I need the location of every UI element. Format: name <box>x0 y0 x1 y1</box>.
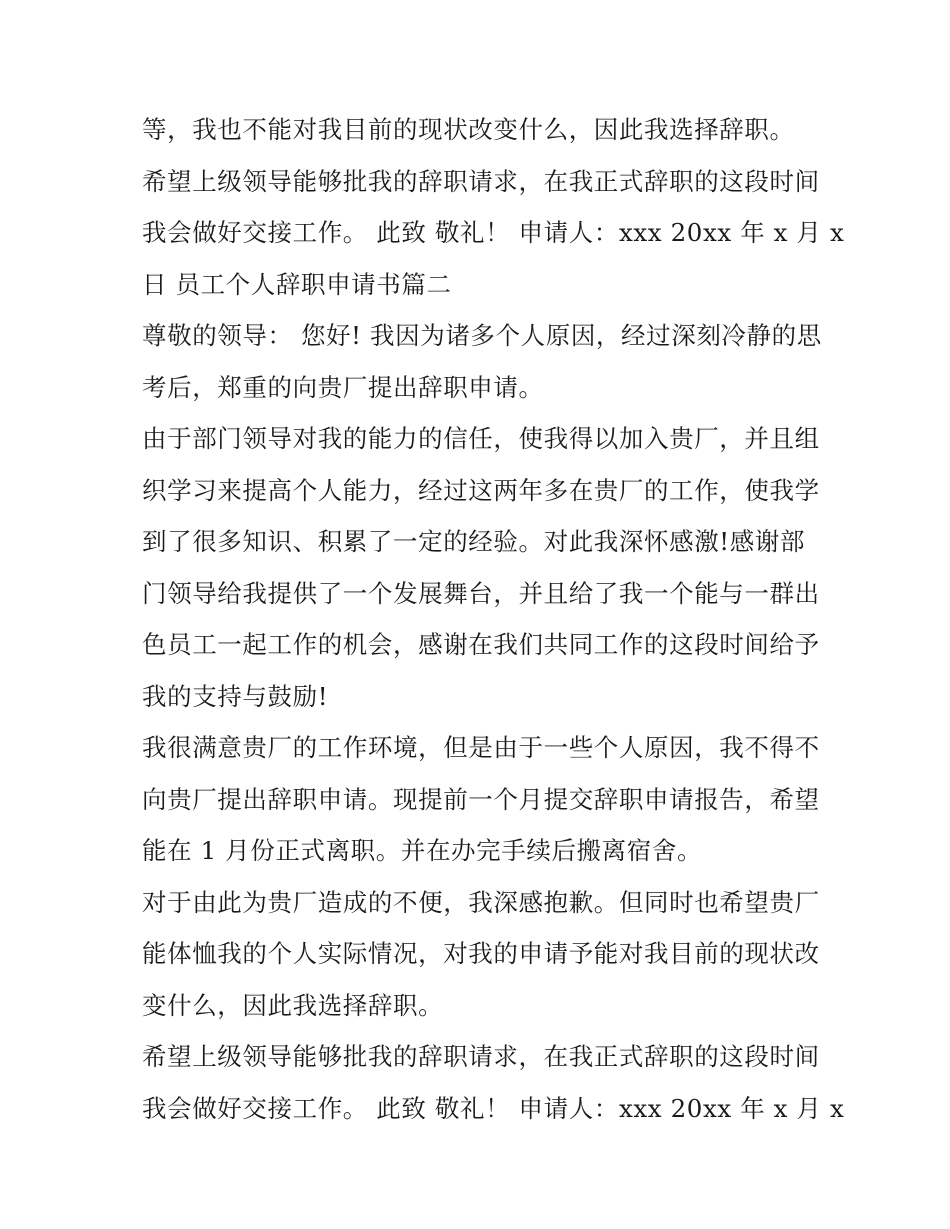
text-line: 变什么，因此我选择辞职。 <box>142 990 444 1020</box>
text-line: 织学习来提高个人能力，经过这两年多在贵厂的工作，使我学 <box>142 475 820 505</box>
text-line: 我会做好交接工作。 此致 敬礼！ 申请人：xxx 20xx 年 x 月 x <box>142 218 845 247</box>
text-line: 我会做好交接工作。 此致 敬礼！ 申请人：xxx 20xx 年 x 月 x <box>142 1093 845 1123</box>
text-line: 我的支持与鼓励! <box>142 681 329 711</box>
text-line: 考后，郑重的向贵厂提出辞职申请。 <box>142 372 544 402</box>
text-line: 到了很多知识、积累了一定的经验。对此我深怀感激!感谢部 <box>142 527 806 556</box>
text-line: 向贵厂提出辞职申请。现提前一个月提交辞职申请报告，希望 <box>142 784 820 814</box>
text-line: 等，我也不能对我目前的现状改变什么，因此我选择辞职。 <box>142 115 795 144</box>
text-line: 日 员工个人辞职申请书篇二 <box>142 269 452 299</box>
text-line: 希望上级领导能够批我的辞职请求，在我正式辞职的这段时间 <box>142 166 820 196</box>
text-line: 希望上级领导能够批我的辞职请求，在我正式辞职的这段时间 <box>142 1042 820 1071</box>
text-line: 能在 1 月份正式离职。并在办完手续后搬离宿舍。 <box>142 836 703 865</box>
text-line: 我很满意贵厂的工作环境，但是由于一些个人原因，我不得不 <box>142 733 820 762</box>
text-line: 门领导给我提供了一个发展舞台，并且给了我一个能与一群出 <box>142 578 820 608</box>
document-body <box>142 104 845 1134</box>
text-line: 能体恤我的个人实际情况，对我的申请予能对我目前的现状改 <box>142 939 820 968</box>
text-line: 尊敬的领导： 您好! 我因为诸多个人原因，经过深刻冷静的思 <box>142 321 822 350</box>
text-line: 色员工一起工作的机会，感谢在我们共同工作的这段时间给予 <box>142 630 820 659</box>
text-line: 对于由此为贵厂造成的不便，我深感抱歉。但同时也希望贵厂 <box>142 887 820 917</box>
text-line: 由于部门领导对我的能力的信任，使我得以加入贵厂，并且组 <box>142 424 820 453</box>
